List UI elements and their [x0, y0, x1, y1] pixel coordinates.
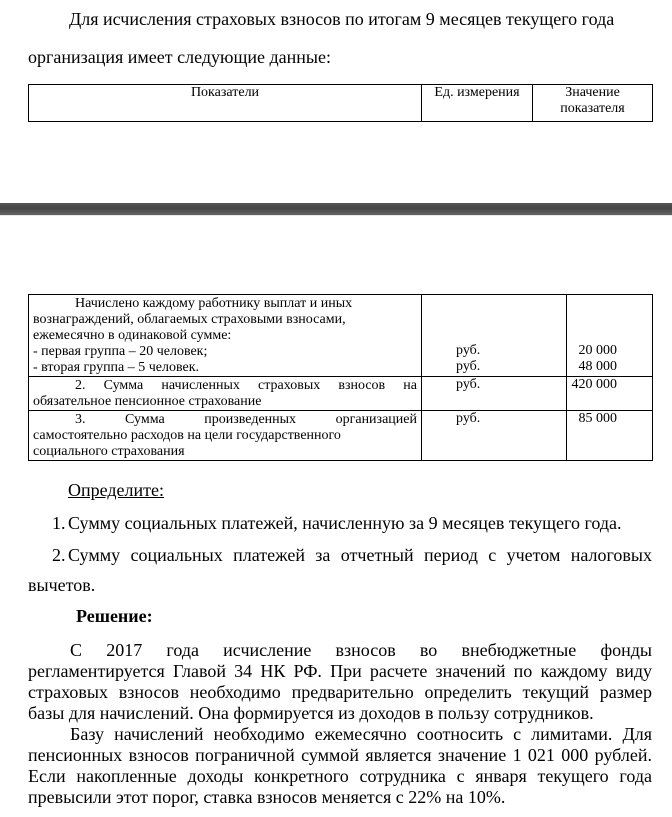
row2-unit: руб. [422, 377, 567, 411]
table-row [29, 295, 653, 377]
row1-unit [422, 295, 567, 377]
row3-value: 85 000 [567, 411, 653, 461]
header-value-line-2: показателя [560, 101, 625, 116]
header-value-line-1: Значение [565, 85, 620, 100]
p1-line-4: базы для начислений. Она формируется из доходов в пользу сотрудников. [28, 703, 594, 723]
row1-line-2: вознаграждений, облагаемых страховыми взносами, [33, 312, 346, 327]
task-1-number: 1. [52, 513, 66, 533]
row1-description [29, 295, 422, 377]
row3-unit: руб. [422, 411, 567, 461]
task-1-text: Сумму социальных платежей, начисленную за 9 месяцев текущего года. [68, 513, 622, 533]
row3-line-2: самостоятельно расходов на цели государственного [33, 428, 341, 443]
p1-line-2: регламентируется Главой 34 НК РФ. При расчете значений по каждому виду [28, 661, 652, 681]
paragraph-2 [28, 724, 652, 808]
task-2-text-line-2: вычетов. [28, 575, 96, 595]
row2-description [29, 377, 422, 411]
row1-sub1-value: 20 000 [578, 343, 617, 358]
p2-line-4: превысили этот порог, ставка взносов меняется с 22% на 10%. [28, 787, 506, 807]
header-value [533, 85, 653, 122]
solution-heading: Решение: [76, 606, 153, 626]
page-break-line [0, 215, 672, 216]
row3-line-3: социального страхования [33, 444, 185, 459]
row2-line-1: 2. Сумма начисленных страховых взносов на [75, 378, 417, 393]
table-row [29, 377, 653, 411]
row3-line-1: 3. Сумма произведенных организацией [75, 412, 417, 427]
task-2-number: 2. [52, 545, 66, 565]
p2-line-2: пенсионных взносов пограничной суммой является значение 1 021 000 рублей. [28, 745, 652, 765]
data-table [28, 294, 653, 461]
p1-line-3: страховых взносов необходимо предварительно определить текущий размер [28, 682, 652, 702]
intro-line-1: Для исчисления страховых взносов по итогам 9 месяцев текущего года [69, 9, 615, 29]
row2-value: 420 000 [567, 377, 653, 411]
row2-line-2: обязательное пенсионное страхование [33, 394, 262, 409]
header-indicators: Показатели [29, 85, 422, 122]
page-break-bar [0, 203, 672, 215]
row3-description [29, 411, 422, 461]
paragraph-1 [28, 640, 652, 724]
row1-sub1-label: - первая группа – 20 человек; [33, 344, 208, 359]
intro-line-2: организация имеет следующие данные: [28, 47, 331, 67]
table-header [28, 84, 653, 122]
p2-line-3: Если накопленные доходы конкретного сотрудника с января текущего года [28, 766, 652, 786]
define-heading: Определите: [68, 480, 165, 500]
p1-line-1: С 2017 года исчисление взносов во внебюджетные фонды [70, 640, 652, 660]
header-unit: Ед. измерения [422, 85, 533, 122]
row1-sub2-unit: руб. [456, 359, 481, 374]
task-2-text-line-1: Сумму социальных платежей за отчетный период с учетом налоговых [68, 545, 652, 565]
row1-sub1-unit: руб. [456, 343, 481, 358]
row1-value [567, 295, 653, 377]
p2-line-1: Базу начислений необходимо ежемесячно соотносить с лимитами. Для [70, 724, 652, 744]
table-row [29, 411, 653, 461]
row1-line-3: ежемесячно в одинаковой сумме: [33, 328, 232, 343]
row1-sub2-value: 48 000 [578, 359, 617, 374]
row1-line-1: Начислено каждому работнику выплат и иных [75, 296, 353, 311]
row1-sub2-label: - вторая группа – 5 человек. [33, 360, 200, 375]
